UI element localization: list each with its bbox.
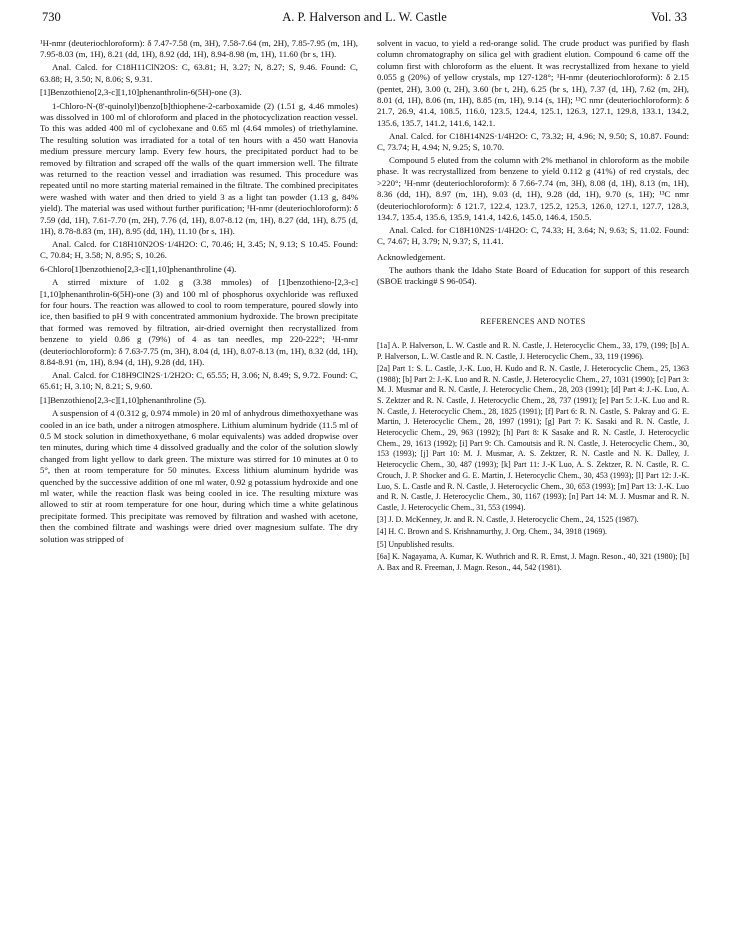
reference-item: [5] Unpublished results. xyxy=(377,539,455,549)
paragraph: A stirred mixture of 1.02 g (3.38 mmoles) of [1]benzothieno-[2,3-c][1,10]phenanthrolin-6(5H)-one (3) and 100 ml of phosphorus oxychloride was refluxed for four hours. The reaction was allowed to cool to room temperature, poured slowly into ice, then basified to pH 9 with concentrated ammonium hydroxide. The brown precipitate that formed was removed by filtration, air-dried overnight then recrystallized from benzene to yield 0.86 g (79%) of 4 as tan needles, mp 220-222°; ¹H-nmr (deuteriochloroform): δ 7.63-7.75 (m, 3H), 8.04 (d, 1H), 8.07-8.13 (m, 1H), 8.32 (dd, 1H), 8.84-8.91 (m, 1H), 8.94 (d, 1H), 9.28 (dd, 1H). xyxy=(40,277,358,367)
acknowledgement-heading: Acknowledgement. xyxy=(377,251,446,262)
running-header xyxy=(42,10,687,28)
reference-item: [2a] Part 1: S. L. Castle, J.-K. Luo, H. Kudo and R. N. Castle, J. Heterocyclic Chem., 25, 1363 (1988); [b] Part 2: J.-K. Luo and R. N. Castle, J. Heterocyclic Chem., 27, 1031 (1990); [c] Part 3: M. J. Musmar and R. N. Castle, J. Heterocyclic Chem., 28, 203 (1991); [d] Part 4: J.-K. Luo, A. S. Zektzer and R. N. Castle, J. Heterocyclic Chem., 28, 737 (1991); [e] Part 5: J.-K. Luo and R. N. Castle, J. Heterocyclic Chem., 28, 1825 (1991); [f] Part 6: R. N. Castle, S. Pakray and G. E. Martin, J. Heterocyclic Chem., 28, 1997 (1991); [g] Part 7: K. Sasaki and R. N. Castle, J. Heterocyclic Chem., 29, 963 (1992); [h] Part 8: K Sasake and R. N. Castle, J. Heterocyclic Chem., 29, 1613 (1992); [i] Part 9: Ch. Camoutsis and R. N. Castle, J. Heterocyclic Chem., 30, 153 (1993); [j] Part 10: M. J. Musmar, A. S. Zektzer, R. N. Castle and N. K. Dalley, J. Heterocyclic Chem., 30, 487 (1993); [k] Part 11: J.-K Luo, A. S. Zektzer, R. N. Castle, R. C. Crouch, J. P. Shocker and G. E. Martin, J. Heterocyclic Chem., 30, 453 (1993); [l] Part 12: J.-K. Luo, S. L. Castle and R. N. Castle, J. Heterocyclic Chem., 30, 653 (1993); [m] Part 13: J.-K. Luo and R. N. Castle, J. Heterocyclic Chem., 30, 1167 (1993); [n] Part 14: M. J. Musmar and R. N. Castle, J. Heterocyclic Chem., 31, 553 (1994). xyxy=(377,363,689,512)
page-number: 730 xyxy=(42,10,61,24)
paragraph: Anal. Calcd. for C18H10N2OS·1/4H2O: C, 70.46; H, 3.45; N, 9.13; S 10.45. Found: C, 70.84; H, 3.58; N, 8.95; S, 10.26. xyxy=(40,238,358,261)
paragraph: ¹H-nmr (deuteriochloroform): δ 7.47-7.58 (m, 3H), 7.58-7.64 (m, 2H), 7.85-7.95 (m, 1H), 7.95-8.03 (m, 1H), 8.21 (dd, 1H), 8.92 (dd, 1H), 8.94-8.98 (m, 1H), 11.60 (br s, 1H). xyxy=(40,38,358,60)
paragraph: Anal. Calcd. for C18H10N2S·1/4H2O: C, 74.33; H, 3.64; N, 9.63; S, 11.02. Found: C, 74.67; H, 3.79; N, 9.37; S, 11.41. xyxy=(377,225,689,247)
paragraph: A suspension of 4 (0.312 g, 0.974 mmole) in 20 ml of anhydrous dimethoxyethane was cooled in an ice bath, under a nitrogen atmosphere. Lithium aluminum hydride (11.5 ml of 0.5 M stock solution in dimethoxyethane, 6 molar equivalents) was added dropwise over ten minutes, during which time 4 dissolved gradually and the color of the solution slowly changed from light yellow to dark green. The mixture was stirred for 10 minutes at 0 to 5°, then at room temperature for 50 minutes. Excess lithium aluminum hydride was quenched by the successive addition of one ml water, 0.92 g potassium hydroxide and one ml water, while the reaction flask was being cooled in ice. The resulting mixture was allowed to stir at room temperature for one hour, during which time a white gelatinous precipitate formed. This precipitate was removed by filtration and washed with acetone, then the combined filtrate and washings were dried over magnesium sulfate. The dry solution was stripped of xyxy=(40,408,358,544)
reference-item: [6a] K. Nagayama, A. Kumar, K. Wuthrich and R. R. Ernst, J. Magn. Reson., 40, 321 (1980); [b] A. Bax and R. Freeman, J. Magn. Reson., 44, 542 (1981). xyxy=(377,551,689,572)
references-heading: REFERENCES AND NOTES xyxy=(480,316,586,326)
reference-item: [3] J. D. McKenney, Jr. and R. N. Castle, J. Heterocyclic Chem., 24, 1525 (1987). xyxy=(377,515,639,525)
paragraph: Compound 5 eluted from the column with 2% methanol in chloroform as the mobile phase. It was recrystallized from benzene to yield 0.112 g (41%) of red crystals, dec >220°; ¹H-nmr (deuteriochloroform): δ 7.66-7.74 (m, 3H), 8.08 (d, 1H), 8.13 (m, 1H), 8.36 (dd, 1H), 8.97 (m, 1H), 9.03 (d, 1H), 9.28 (dd, 1H), 9.70 (s, 1H); ¹³C nmr (deuteriochloroform): δ 121.7, 122.4, 123.7, 125.2, 125.3, 126.0, 127.1, 127.7, 128.3, 134.7, 135.4, 135.6, 135.9, 141.4, 142.6, 145.0, 146.4, 150.5. xyxy=(377,155,689,223)
paragraph: Anal. Calcd. for C18H9ClN2S·1/2H2O: C, 65.55; H, 3.06; N, 8.49; S, 9.72. Found: C, 65.61; H, 3.10; N, 8.21; S, 9.60. xyxy=(40,369,358,392)
compound-heading: 6-Chloro[1]benzothieno[2,3-c][1,10]phenanthroline (4). xyxy=(40,263,237,274)
acknowledgement-text: The authors thank the Idaho State Board of Education for support of this research (SBOE tracking# S 96-054). xyxy=(377,264,689,287)
paragraph: 1-Chloro-N-(8'-quinolyl)benzo[b]thiophene-2-carboxamide (2) (1.51 g, 4.46 mmoles) was dissolved in 100 ml of chloroform and placed in the photocyclization reaction vessel. To this was added 400 ml of cyclohexane and 0.65 ml (4.64 mmoles) of triethylamine. The resulting solution was irradiated for a total of ten hours with a 450 watt Hanovia medium pressure mercury lamp. Every few hours, the precipitated porduct had to be removed by filtration and scraped off the walls of the quart immersion well. The filtrate was returned to the reaction vessel and irradiation was resumed. This procedure was repeated until no more starting material remained in the filtrate. The combined precipitates were washed with water and then dried to yield 3 as a light tan powder (1.13 g, 84% yield). The material was used without further purification; ¹H-nmr (deuteriochloroform): δ 7.59 (dd, 1H), 7.61-7.70 (m, 2H), 7.76 (d, 1H), 8.07-8.12 (m, 1H), 8.27 (dd, 1H), 8.75 (d, 1H), 8.78-8.83 (m, 1H), 8.95 (dd, 1H), 11.10 (br s, 1H). xyxy=(40,100,358,236)
compound-heading: [1]Benzothieno[2,3-c][1,10]phenanthrolin-6(5H)-one (3). xyxy=(40,87,242,98)
left-column xyxy=(40,38,358,546)
paragraph: Anal. Calcd. for C18H14N2S·1/4H2O: C, 73.32; H, 4.96; N, 9.50; S, 10.87. Found: C, 73.74; H, 4.94; N, 9.25; S, 10.70. xyxy=(377,130,689,153)
paragraph: Anal. Calcd. for C18H11ClN2OS: C, 63.81; H, 3.27; N, 8.27; S, 9.46. Found: C, 63.88; H, 3.50; N, 8.06; S, 9.31. xyxy=(40,62,358,84)
reference-item: [1a] A. P. Halverson, L. W. Castle and R. N. Castle, J. Heterocyclic Chem., 33, 179, (199; [b] A. P. Halverson, L. W. Castle and R. N. Castle, J. Heterocyclic Chem., 33, 119 (1996). xyxy=(377,340,689,361)
compound-heading: [1]Benzothieno[2,3-c][1,10]phenanthroline (5). xyxy=(40,394,207,405)
reference-item: [4] H. C. Brown and S. Krishnamurthy, J. Org. Chem., 34, 3918 (1969). xyxy=(377,527,607,537)
paragraph: solvent in vacuo, to yield a red-orange solid. The crude product was purified by flash column chromatography on silica gel with gradient elution. Compound 6 came off the column first with chloroform as the eluent. It was recrystallized from hexane to yield 0.055 g (20%) of yellow crystals, mp 127-128°; ¹H-nmr (deuteriochloroform): δ 2.15 (pentet, 2H), 3.00 (t, 2H), 3.60 (br t, 2H), 6.25 (br s, 1H), 7.37 (d, 1H), 7.62 (m, 2H), 8.01 (d, 1H), 8.06 (m, 1H), 8.85 (m, 1H), 9.14 (s, 1H); ¹³C nmr (deuteriochloroform): δ 21.7, 26.9, 41.4, 108.5, 116.0, 123.5, 124.4, 125.1, 126.3, 127.1, 129.8, 133.1, 134.2, 135.6, 135.7, 141.2, 141.6, 142.1. xyxy=(377,38,689,128)
right-column xyxy=(377,38,689,575)
references-list xyxy=(377,341,689,573)
running-authors: A. P. Halverson and L. W. Castle xyxy=(282,10,447,24)
volume-label: Vol. 33 xyxy=(651,10,687,24)
